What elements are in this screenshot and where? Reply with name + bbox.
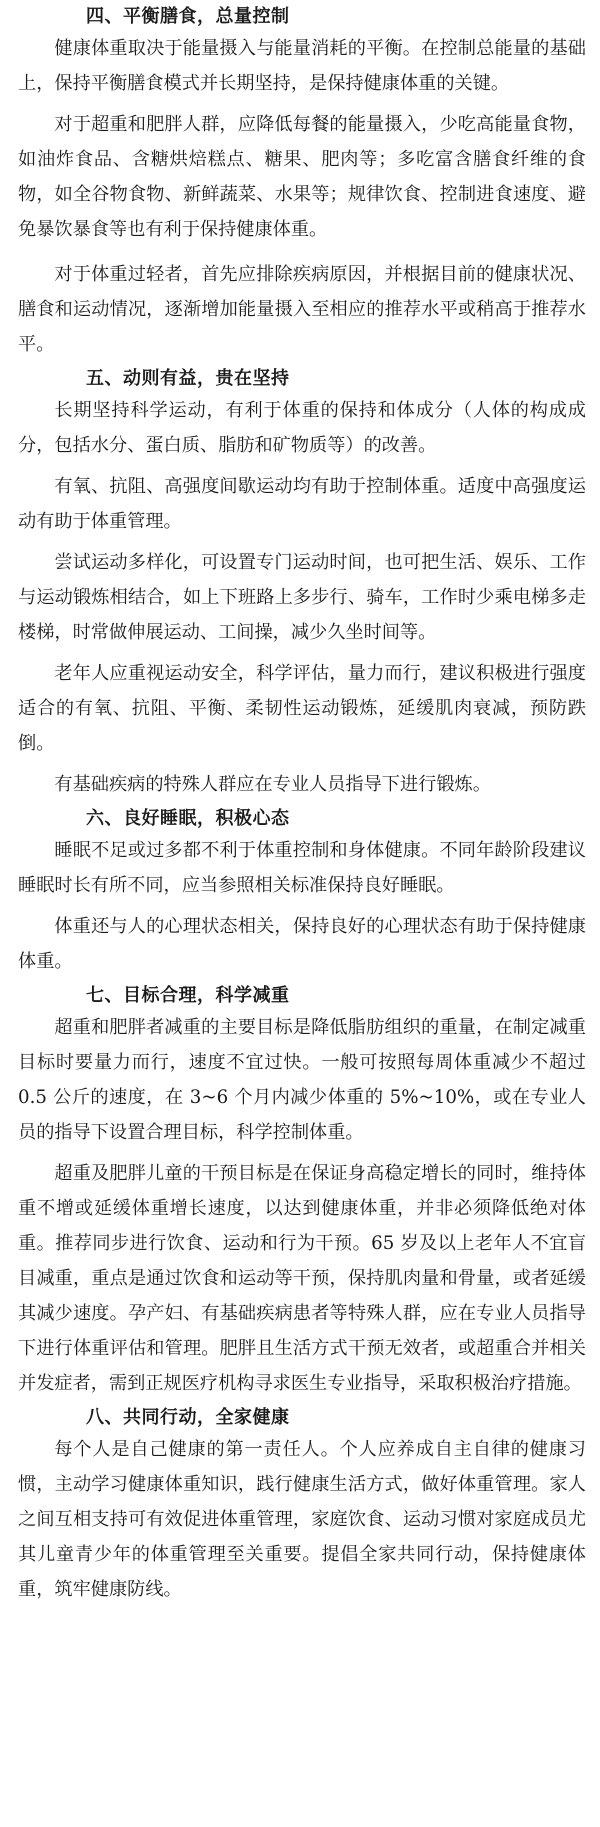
paragraph: 尝试运动多样化，可设置专门运动时间，也可把生活、娱乐、工作与运动锻炼相结合，如上下班路上多步行、骑车，工作时少乘电梯多走楼梯，时常做伸展运动、工间操，减少久坐时间等。: [18, 552, 586, 643]
section-family-action: [18, 1403, 586, 1607]
paragraph: 超重和肥胖者减重的主要目标是降低脂肪组织的重量，在制定减重目标时要量力而行，速度不宜过快。一般可按照每周体重减少不超过 0.5 公斤的速度，在 3~6 个月内减少体重的 5%~10%，或在专业人员的指导下设置合理目标，科学控制体重。: [18, 1017, 586, 1143]
paragraph: 睡眠不足或过多都不利于体重控制和身体健康。不同年龄阶段建议睡眠时长有所不同，应当参照相关标准保持良好睡眠。: [18, 840, 586, 896]
paragraph: 长期坚持科学运动，有利于体重的保持和体成分（人体的构成成分，包括水分、蛋白质、脂肪和矿物质等）的改善。: [18, 400, 586, 456]
paragraph: 有氧、抗阻、高强度间歇运动均有助于控制体重。适度中高强度运动有助于体重管理。: [18, 476, 586, 532]
paragraph: 对于超重和肥胖人群，应降低每餐的能量摄入，少吃高能量食物，如油炸食品、含糖烘焙糕点、糖果、肥肉等；多吃富含膳食纤维的食物，如全谷物食物、新鲜蔬菜、水果等；规律饮食、控制进食速度、避免暴饮暴食等也有利于保持健康体重。: [18, 114, 586, 240]
paragraph: 对于体重过轻者，首先应排除疾病原因，并根据目前的健康状况、膳食和运动情况，逐渐增加能量摄入至相应的推荐水平或稍高于推荐水平。: [18, 264, 586, 355]
paragraph: 超重及肥胖儿童的干预目标是在保证身高稳定增长的同时，维持体重不增或延缓体重增长速度，以达到健康体重，并非必须降低绝对体重。推荐同步进行饮食、运动和行为干预。65 岁及以上老年人不宜盲目减重，重点是通过饮食和运动等干预，保持肌肉量和骨量，或者延缓其减少速度。孕产妇、有基础疾病患者等特殊人群，应在专业人员指导下进行体重评估和管理。肥胖且生活方式干预无效者，或超重合并相关并发症者，需到正规医疗机构寻求医生专业指导，采取积极治疗措施。: [18, 1163, 586, 1394]
section-heading: 四、平衡膳食，总量控制: [86, 6, 290, 27]
paragraph: 每个人是自己健康的第一责任人。个人应养成自主自律的健康习惯，主动学习健康体重知识，践行健康生活方式，做好体重管理。家人之间互相支持可有效促进体重管理，家庭饮食、运动习惯对家庭成员尤其儿童青少年的体重管理至关重要。提倡全家共同行动，保持健康体重，筑牢健康防线。: [18, 1439, 586, 1600]
section-heading: 六、良好睡眠，积极心态: [86, 808, 290, 829]
section-exercise: [18, 364, 586, 802]
section-weight-loss-goals: [18, 981, 586, 1401]
paragraph: 体重还与人的心理状态相关，保持良好的心理状态有助于保持健康体重。: [18, 916, 586, 972]
paragraph: 有基础疾病的特殊人群应在专业人员指导下进行锻炼。: [54, 774, 491, 795]
section-heading: 八、共同行动，全家健康: [86, 1407, 290, 1428]
paragraph: 老年人应重视运动安全，科学评估，量力而行，建议积极进行强度适合的有氧、抗阻、平衡、柔韧性运动锻炼，延缓肌肉衰减，预防跌倒。: [18, 663, 586, 754]
section-balanced-diet: [18, 2, 586, 362]
section-heading: 七、目标合理，科学减重: [86, 985, 290, 1006]
section-heading: 五、动则有益，贵在坚持: [86, 368, 290, 389]
section-sleep-mindset: [18, 804, 586, 979]
paragraph: 健康体重取决于能量摄入与能量消耗的平衡。在控制总能量的基础上，保持平衡膳食模式并长期坚持，是保持健康体重的关键。: [18, 38, 586, 94]
